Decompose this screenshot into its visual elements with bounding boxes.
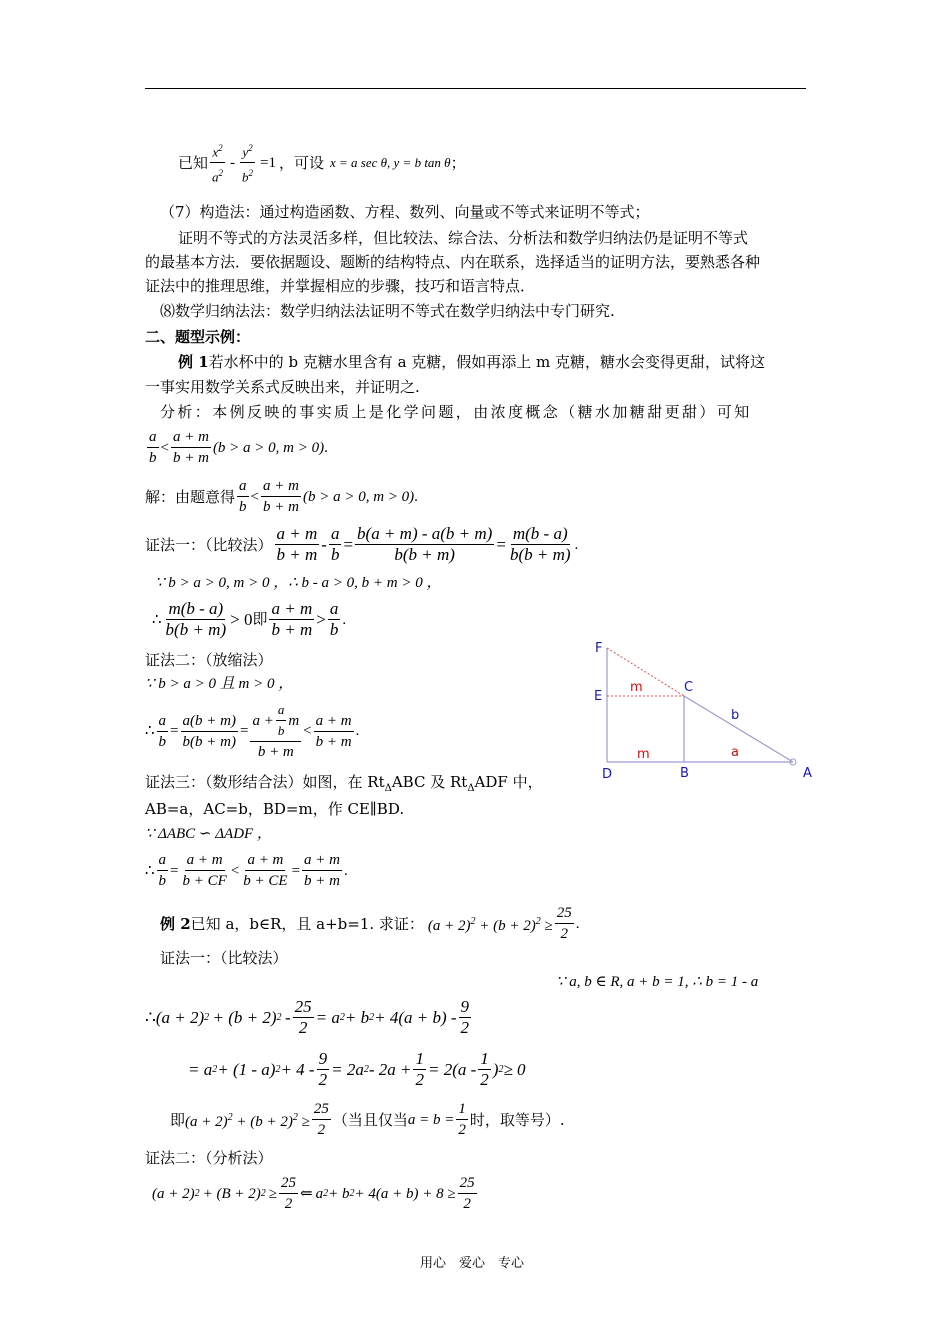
proof1-line: 证法一：（比较法） a + m b + m - $\frac{a}{b}$ = $\frac{b(a + m) - a(b + m)}{b(b + m)}$ = $\frac{m(b - a)}{b(b + m)}$ .	[145, 524, 579, 564]
section-title: 二、题型示例：	[145, 328, 251, 346]
ex2-proof1-label: 证法一：（比较法）	[160, 949, 288, 967]
paragraph-line-2: 的最基本方法．要依据题设、题断的结构特点、内在联系，选择适当的证明方法，要熟悉各种	[145, 253, 761, 271]
since-line-1: ∵ b > a > 0, m > 0 ，∴ b - a > 0, b + m > 0 ，	[155, 575, 442, 591]
label-f: F	[595, 641, 603, 656]
example1-line1: 例 1若水杯中的 b 克糖水里含有 a 克糖，假如再添上 m 克糖，糖水会变得更甜，试将这	[178, 353, 766, 371]
similar-line: ∵ ΔABC ∽ ΔADF ，	[145, 826, 272, 842]
since-line-2: ∵ b > a > 0 且 m > 0 ，	[145, 676, 294, 692]
label-a: A	[803, 766, 812, 781]
example2-line: 例 2 已知 a，b∈R，且 a+b=1. 求证： $(a + 2)^2 + (b + 2)^2$ ≥ $\frac{25}{2}$ .	[160, 905, 580, 942]
paragraph-line-1: 证明不等式的方法灵活多样，但比较法、综合法、分析法和数学归纳法仍是证明不等式	[178, 229, 749, 247]
label-side-a: a	[731, 745, 739, 760]
ex2-given: ∵ a, b ∈ R, a + b = 1, ∴ b = 1 - a	[556, 974, 759, 990]
ex2-analysis-step: (a + 2) 2 + (B + 2) 2 ≥ 25 2 ⇐ a 2 + b 2 + 4(a + b) + 8 ≥ 25 2	[152, 1175, 475, 1212]
frac-x2-a2: $x^2$ $a^2$	[210, 138, 225, 188]
ex2-step2: = a 2 + (1 - a) 2 + 4 - 9 2 = 2a 2 - 2a + 1 2 = 2(a - 1 2 ) 2 ≥ 0	[188, 1049, 526, 1089]
label-m-top: m	[630, 680, 643, 695]
header-rule	[145, 88, 806, 89]
hyperbola-param: x = a sec θ, y = b tan θ	[330, 154, 451, 170]
method7-text: （7）构造法：通过构造函数、方程、数列、向量或不等式来证明不等式；	[160, 203, 650, 221]
proof2-chain: ∴ $\frac{a}{b}$ = $\frac{a(b + m)}{b(b + m)}$ = a + a b m b + m < a + m b + m .	[145, 702, 360, 760]
label-c: C	[684, 680, 694, 695]
hyperbola-line: 已知 $x^2$ $a^2$ - $\frac{y^2}{b^2}$ =1 ，可设 x = a sec θ, y = b tan θ ；	[178, 138, 466, 188]
label-b: B	[680, 766, 689, 781]
example1-line2: 一事实用数学关系式反映出来，并证明之.	[145, 378, 420, 396]
can-set-text: ，可设	[278, 153, 324, 172]
label-m-bottom: m	[637, 747, 650, 762]
label-d: D	[602, 767, 613, 782]
paragraph-line-3: 证法中的推理思维，并掌握相应的步骤，技巧和语言特点．	[145, 277, 536, 295]
line-fc	[607, 648, 684, 696]
proof2-label: 证法二：（放缩法）	[145, 651, 273, 669]
footer-text: 用心 爱心 专心	[420, 1256, 525, 1271]
proof1-conclusion: ∴ m(b - a) b(b + m) > 0 即 a + m b + m > a b .	[152, 599, 347, 639]
ex2-proof2-label: 证法二：（分析法）	[145, 1149, 273, 1167]
triangle-figure	[585, 630, 825, 790]
label-side-b: b	[731, 708, 740, 723]
proof3-line1: 证法三：（数形结合法）如图，在 $Rt_\Delta ABC$ 及 $Rt_\Delta ADF$ 中，	[145, 773, 543, 794]
inequality-analysis: a b < a + m b + m (b > a > 0, m > 0) .	[149, 429, 328, 466]
proof3-line2: AB=a，AC=b，BD=m，作 CE∥BD.	[145, 800, 405, 818]
method8-text: ⑻数学归纳法法：数学归纳法法证明不等式在数学归纳法中专门研究.	[160, 302, 615, 320]
proof1-label: 证法一：（比较法）	[145, 535, 273, 554]
example1-label: 例 1	[178, 353, 209, 371]
proof3-chain: ∴ $\frac{a}{b}$ = $\frac{a + m}{b + CF}$ < $\frac{a + m}{b + CE}$ = $\frac{a + m}{b + m}$ .	[145, 852, 348, 889]
ex2-step1: ∴ (a + 2) 2 + (b + 2) 2 - 25 2 = a 2 + b 2 + 4(a + b) - 9 2	[145, 997, 470, 1037]
solution-line: 解：由题意得 a b < a + m b + m (b > a > 0, m > 0) .	[145, 478, 418, 515]
known-text: 已知	[178, 153, 209, 172]
example2-label: 例 2	[160, 914, 191, 933]
ex2-conclusion: 即 $(a + 2)^2 + (b + 2)^2$ ≥ $\frac{25}{2}$ （当且仅当 a = b = $\frac{1}{2}$ 时，取等号）.	[170, 1101, 565, 1138]
label-e: E	[594, 689, 603, 704]
frac-y2-b2: $\frac{y^2}{b^2}$	[240, 138, 255, 188]
analysis-text: 分析：本例反映的事实质上是化学问题，由浓度概念（糖水加糖甜更甜）可知	[160, 403, 752, 421]
